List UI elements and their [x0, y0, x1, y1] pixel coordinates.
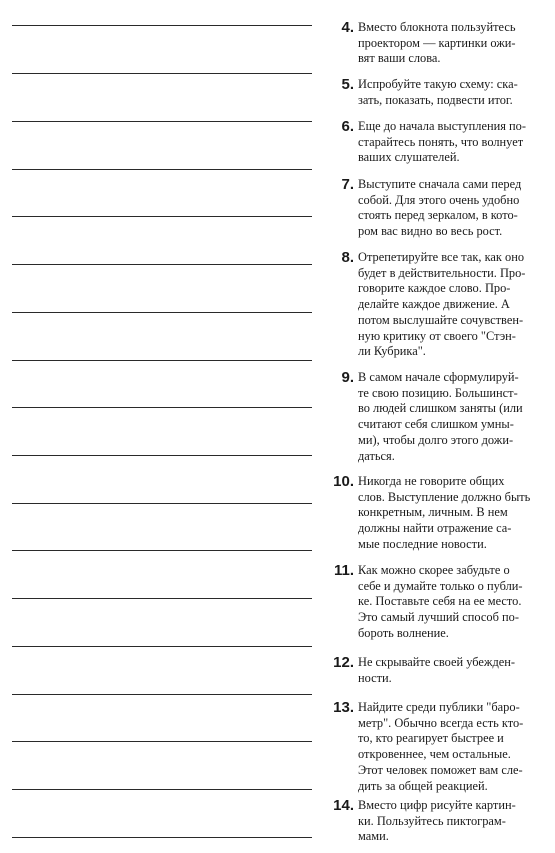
note-line [12, 216, 312, 217]
tip-number: 8. [341, 249, 354, 266]
note-line [12, 407, 312, 408]
tip-text: Никогда не говорите общих слов. Выступление должно быть конкретным, личным. В нем должны найти отражение са- мые последние новости. [358, 474, 531, 551]
tip-number: 9. [341, 369, 354, 386]
tip-text: Вместо цифр рисуйте картин- ки. Пользуйтесь пиктограм- мами. [358, 798, 516, 844]
tip-text: Испробуйте такую схему: ска- зать, показать, подвести итог. [358, 77, 518, 107]
note-line [12, 360, 312, 361]
note-line [12, 550, 312, 551]
tip-text: Найдите среди публики "баро- метр". Обычно всегда есть кто- то, кто реагирует быстрее и откровеннее, чем остальные. Этот человек поможет вам сле- дить за общей реакцией. [358, 700, 524, 793]
note-line [12, 646, 312, 647]
tip-number: 7. [341, 176, 354, 193]
tip-number: 12. [333, 654, 354, 671]
note-line [12, 121, 312, 122]
tip-number: 14. [333, 797, 354, 814]
note-line [12, 264, 312, 265]
tip-text: В самом начале сформулируй- те свою позицию. Большинст- во людей слишком заняты (или считают себя слишком умны- ми), чтобы долго этого дожи- даться. [358, 370, 523, 463]
tip-text: Не скрывайте своей убежден- ности. [358, 655, 516, 685]
tip-number: 13. [333, 699, 354, 716]
tip-number: 6. [341, 118, 354, 135]
tip-number: 4. [341, 19, 354, 36]
tip-text: Вместо блокнота пользуйтесь проектором — картинки ожи- вят ваши слова. [358, 20, 516, 66]
note-line [12, 741, 312, 742]
tip-text: Выступите сначала сами перед собой. Для этого очень удобно стоять перед зеркалом, в кото- ром вас видно во весь рост. [358, 177, 522, 239]
tip-number: 10. [333, 473, 354, 490]
tip-number: 11. [333, 562, 354, 579]
tip-text: Отрепетируйте все так, как оно будет в действительности. Про- говорите каждое слово. Про- делайте каждое движение. А потом выслушайте сочувствен- ную критику от своего "Стэн- ли Кубрика". [358, 250, 526, 359]
tips-list [322, 0, 548, 853]
note-line [12, 837, 312, 838]
note-line [12, 694, 312, 695]
tip-text: Еще до начала выступления по- старайтесь понять, что волнует ваших слушателей. [358, 119, 527, 165]
note-line [12, 25, 312, 26]
note-line [12, 169, 312, 170]
note-line [12, 789, 312, 790]
note-line [12, 503, 312, 504]
note-line [12, 73, 312, 74]
tip-text: Как можно скорее забудьте о себе и думайте только о публи- ке. Поставьте себя на ее место. Это самый лучший способ по- бороть волнение. [358, 563, 523, 640]
tip-number: 5. [341, 76, 354, 93]
note-line [12, 455, 312, 456]
note-line [12, 598, 312, 599]
note-line [12, 312, 312, 313]
